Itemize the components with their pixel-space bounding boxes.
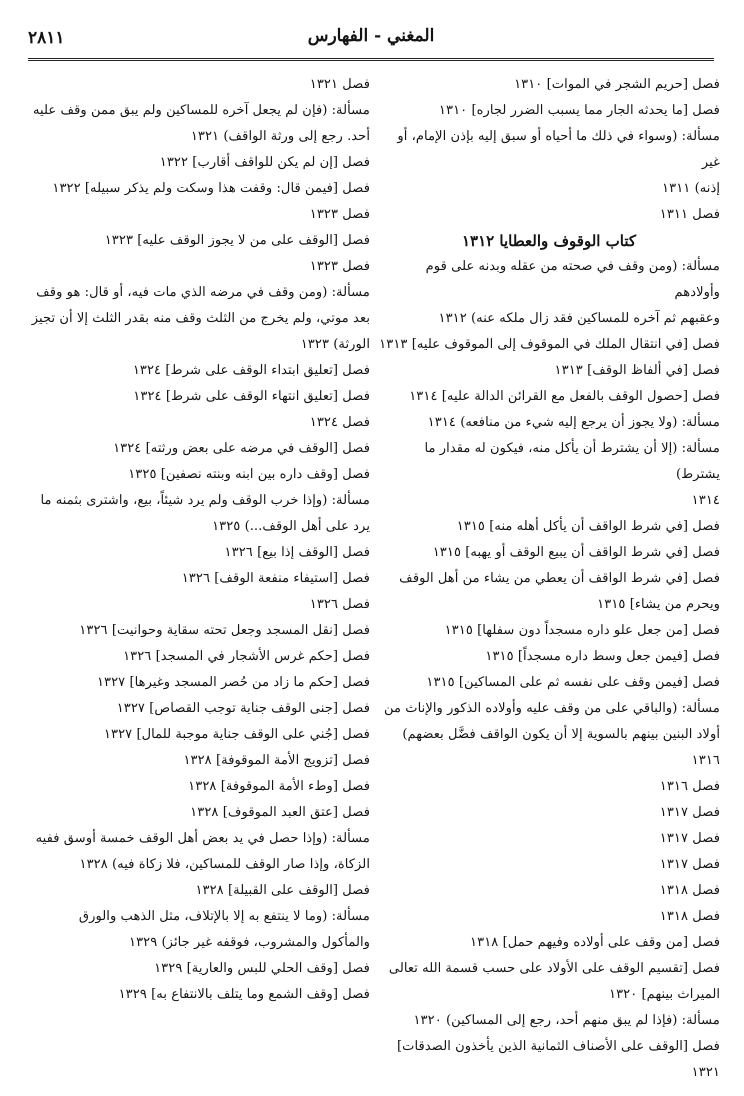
- index-entry: فصل [حكم ما زاد من حُصر المسجد وغيرها] ١٣٢٧: [96, 675, 370, 690]
- index-entry: مسألة: (إلا أن يشترط أن يأكل منه، فيكون له مقدار ما يشترط): [424, 441, 720, 482]
- index-entry: فصل [الوقف في مرضه على بعض ورثته] ١٣٢٤: [113, 441, 370, 456]
- index-entry: إذنه) ١٣١١: [662, 181, 720, 196]
- page-number: ٢٨١١: [28, 28, 65, 48]
- index-entry: فصل [تزويج الأمة الموقوفة] ١٣٢٨: [183, 753, 370, 768]
- index-entry: مسألة: (فإذا لم يبق منهم أحد، رجع إلى المساكين) ١٣٢٠: [413, 1013, 720, 1028]
- index-entry: فصل [في شرط الواقف أن يأكل أهله منه] ١٣١٥: [456, 519, 720, 534]
- index-entry: فصل [وقف داره بين ابنه وبنته نصفين] ١٣٢٥: [128, 467, 370, 482]
- index-entry: فصل [نقل المسجد وجعل تحته سقاية وحوانيت] ١٣٢٦: [79, 623, 370, 638]
- index-column-right: [378, 72, 720, 1086]
- index-column-left: [28, 72, 370, 1008]
- index-entry: فصل ١٣٢٤: [309, 415, 370, 430]
- index-entry: فصل ١٣١٨: [659, 909, 720, 924]
- index-entry: فصل [الوقف إذا بيع] ١٣٢٦: [224, 545, 370, 560]
- index-entry: فصل [استيفاء منفعة الوقف] ١٣٢٦: [181, 571, 370, 586]
- index-entry: فصل [ما يحدثه الجار مما يسبب الضرر لجاره] ١٣١٠: [438, 103, 720, 118]
- index-entry: فصل [وقف الشمع وما يتلف بالانتفاع به] ١٣٢٩: [118, 987, 370, 1002]
- index-entry: فصل ١٣١٧: [659, 831, 720, 846]
- index-entry: كتاب الوقوف والعطايا ١٣١٢: [461, 232, 637, 250]
- index-entry: فصل ١٣١٧: [659, 805, 720, 820]
- index-entry: فصل [الوقف على الأصناف الثمانية الذين يأخذون الصدقات]: [396, 1039, 720, 1054]
- index-entry: فصل [من وقف على أولاده وفيهم حمل] ١٣١٨: [470, 935, 720, 950]
- index-entry: فصل [تعليق انتهاء الوقف على شرط] ١٣٢٤: [133, 389, 370, 404]
- index-entry: الزكاة، وإذا صار الوقف للمساكين، فلا زكاة فيه) ١٣٢٨: [79, 857, 370, 872]
- index-entry: فصل ١٣٢٣: [309, 207, 370, 222]
- index-entry: فصل ١٣٢٣: [309, 259, 370, 274]
- header-rule: [28, 58, 714, 61]
- index-entry: فصل [جنى الوقف جناية توجب القصاص] ١٣٢٧: [116, 701, 370, 716]
- index-entry: مسألة: (ولا يجوز أن يرجع إليه شيء من منافعه) ١٣١٤: [427, 415, 720, 430]
- index-entry: فصل [حكم غرس الأشجار في المسجد] ١٣٢٦: [123, 649, 370, 664]
- index-entry: فصل [في ألفاظ الوقف] ١٣١٣: [554, 363, 720, 378]
- index-entry: مسألة: (وإذا خرب الوقف ولم يرد شيئاً، بيع، واشترى بثمنه ما: [40, 493, 370, 508]
- index-entry: ١٣٢١: [691, 1065, 720, 1080]
- index-entry: مسألة: (ومن وقف في صحته من عقله وبدنه على قوم وأولادهم: [425, 259, 720, 300]
- index-entry: أولاد البنين بينهم بالسوية إلا أن يكون الواقف فضَّل بعضهم): [402, 727, 720, 742]
- index-entry: فصل [فيمن جعل وسط داره مسجداً] ١٣١٥: [485, 649, 720, 664]
- index-entry: فصل ١٣١٦: [659, 779, 720, 794]
- index-entry: فصل [من جعل علو داره مسجداً دون سفلها] ١٣١٥: [444, 623, 720, 638]
- index-entry: فصل [الوقف على القبيلة] ١٣٢٨: [195, 883, 370, 898]
- index-entry: مسألة: (فإن لم يجعل آخره للمساكين ولم يبق ممن وقف عليه: [32, 103, 370, 118]
- index-entry: فصل [إن لم يكن للواقف أقارب] ١٣٢٢: [159, 155, 370, 170]
- index-entry: فصل [عتق العبد الموقوف] ١٣٢٨: [190, 805, 370, 820]
- index-entry: فصل ١٣١١: [659, 207, 720, 222]
- index-entry: فصل [في انتقال الملك في الموقوف إلى الموقوف عليه] ١٣١٣: [379, 337, 720, 352]
- index-entry: فصل [فيمن قال: وقفت هذا وسكت ولم يذكر سبيله] ١٣٢٢: [52, 181, 370, 196]
- page-header: [28, 26, 714, 56]
- index-entry: فصل ١٣١٧: [659, 857, 720, 872]
- index-entry: فصل [وطء الأمة الموقوفة] ١٣٢٨: [188, 779, 370, 794]
- index-entry: فصل [تقسيم الوقف على الأولاد على حسب قسمة الله تعالى: [388, 961, 720, 976]
- index-entry: فصل ١٣٢١: [309, 77, 370, 92]
- index-entry: فصل [وقف الحلي للبس والعارية] ١٣٢٩: [154, 961, 370, 976]
- index-entry: فصل [فيمن وقف على نفسه ثم على المساكين] ١٣١٥: [426, 675, 720, 690]
- index-entry: فصل [في شرط الواقف أن يعطي من يشاء من أهل الوقف: [399, 571, 720, 586]
- index-entry: فصل [حريم الشجر في الموات] ١٣١٠: [514, 77, 720, 92]
- index-entry: فصل [الوقف على من لا يجوز الوقف عليه] ١٣٢٣: [104, 233, 370, 248]
- index-entry: مسألة: (والباقي على من وقف عليه وأولاده الذكور والإناث من: [383, 701, 720, 716]
- index-entry: وعقبهم ثم آخره للمساكين فقد زال ملكه عنه) ١٣١٢: [438, 311, 720, 326]
- index-entry: أحد. رجع إلى ورثة الواقف) ١٣٢١: [190, 129, 370, 144]
- index-entry: فصل ١٣١٨: [659, 883, 720, 898]
- index-entry: بعد موتي، ولم يخرج من الثلث وقف منه بقدر الثلث إلا أن تجيز: [31, 311, 370, 326]
- index-entry: ١٣١٤: [691, 493, 720, 508]
- index-entry: مسألة: (ومن وقف في مرضه الذي مات فيه، أو قال: هو وقف: [36, 285, 370, 300]
- index-entry: يرد على أهل الوقف...) ١٣٢٥: [212, 519, 370, 534]
- index-entry: فصل [في شرط الواقف أن يبيع الوقف أو يهبه] ١٣١٥: [432, 545, 720, 560]
- index-entry: ويحرم من يشاء] ١٣١٥: [597, 597, 720, 612]
- index-entry: والمأكول والمشروب، فوقفه غير جائز) ١٣٢٩: [129, 935, 370, 950]
- index-entry: فصل [حصول الوقف بالفعل مع القرائن الدالة عليه] ١٣١٤: [409, 389, 720, 404]
- index-entry: ١٣١٦: [691, 753, 720, 768]
- index-entry: الميراث بينهم] ١٣٢٠: [609, 987, 720, 1002]
- index-entry: الورثة) ١٣٢٣: [300, 337, 370, 352]
- running-title: المغني - الفهارس: [307, 26, 435, 46]
- index-entry: مسألة: (وإذا حصل في يد بعض أهل الوقف خمسة أوسق ففيه: [35, 831, 370, 846]
- index-entry: فصل [جُني على الوقف جناية موجبة للمال] ١٣٢٧: [103, 727, 370, 742]
- index-entry: فصل ١٣٢٦: [309, 597, 370, 612]
- index-entry: مسألة: (وسواء في ذلك ما أحياه أو سبق إليه بإذن الإمام، أو غير: [397, 129, 720, 170]
- index-entry: فصل [تعليق ابتداء الوقف على شرط] ١٣٢٤: [132, 363, 370, 378]
- index-entry: مسألة: (وما لا ينتفع به إلا بالإتلاف، مثل الذهب والورق: [78, 909, 370, 924]
